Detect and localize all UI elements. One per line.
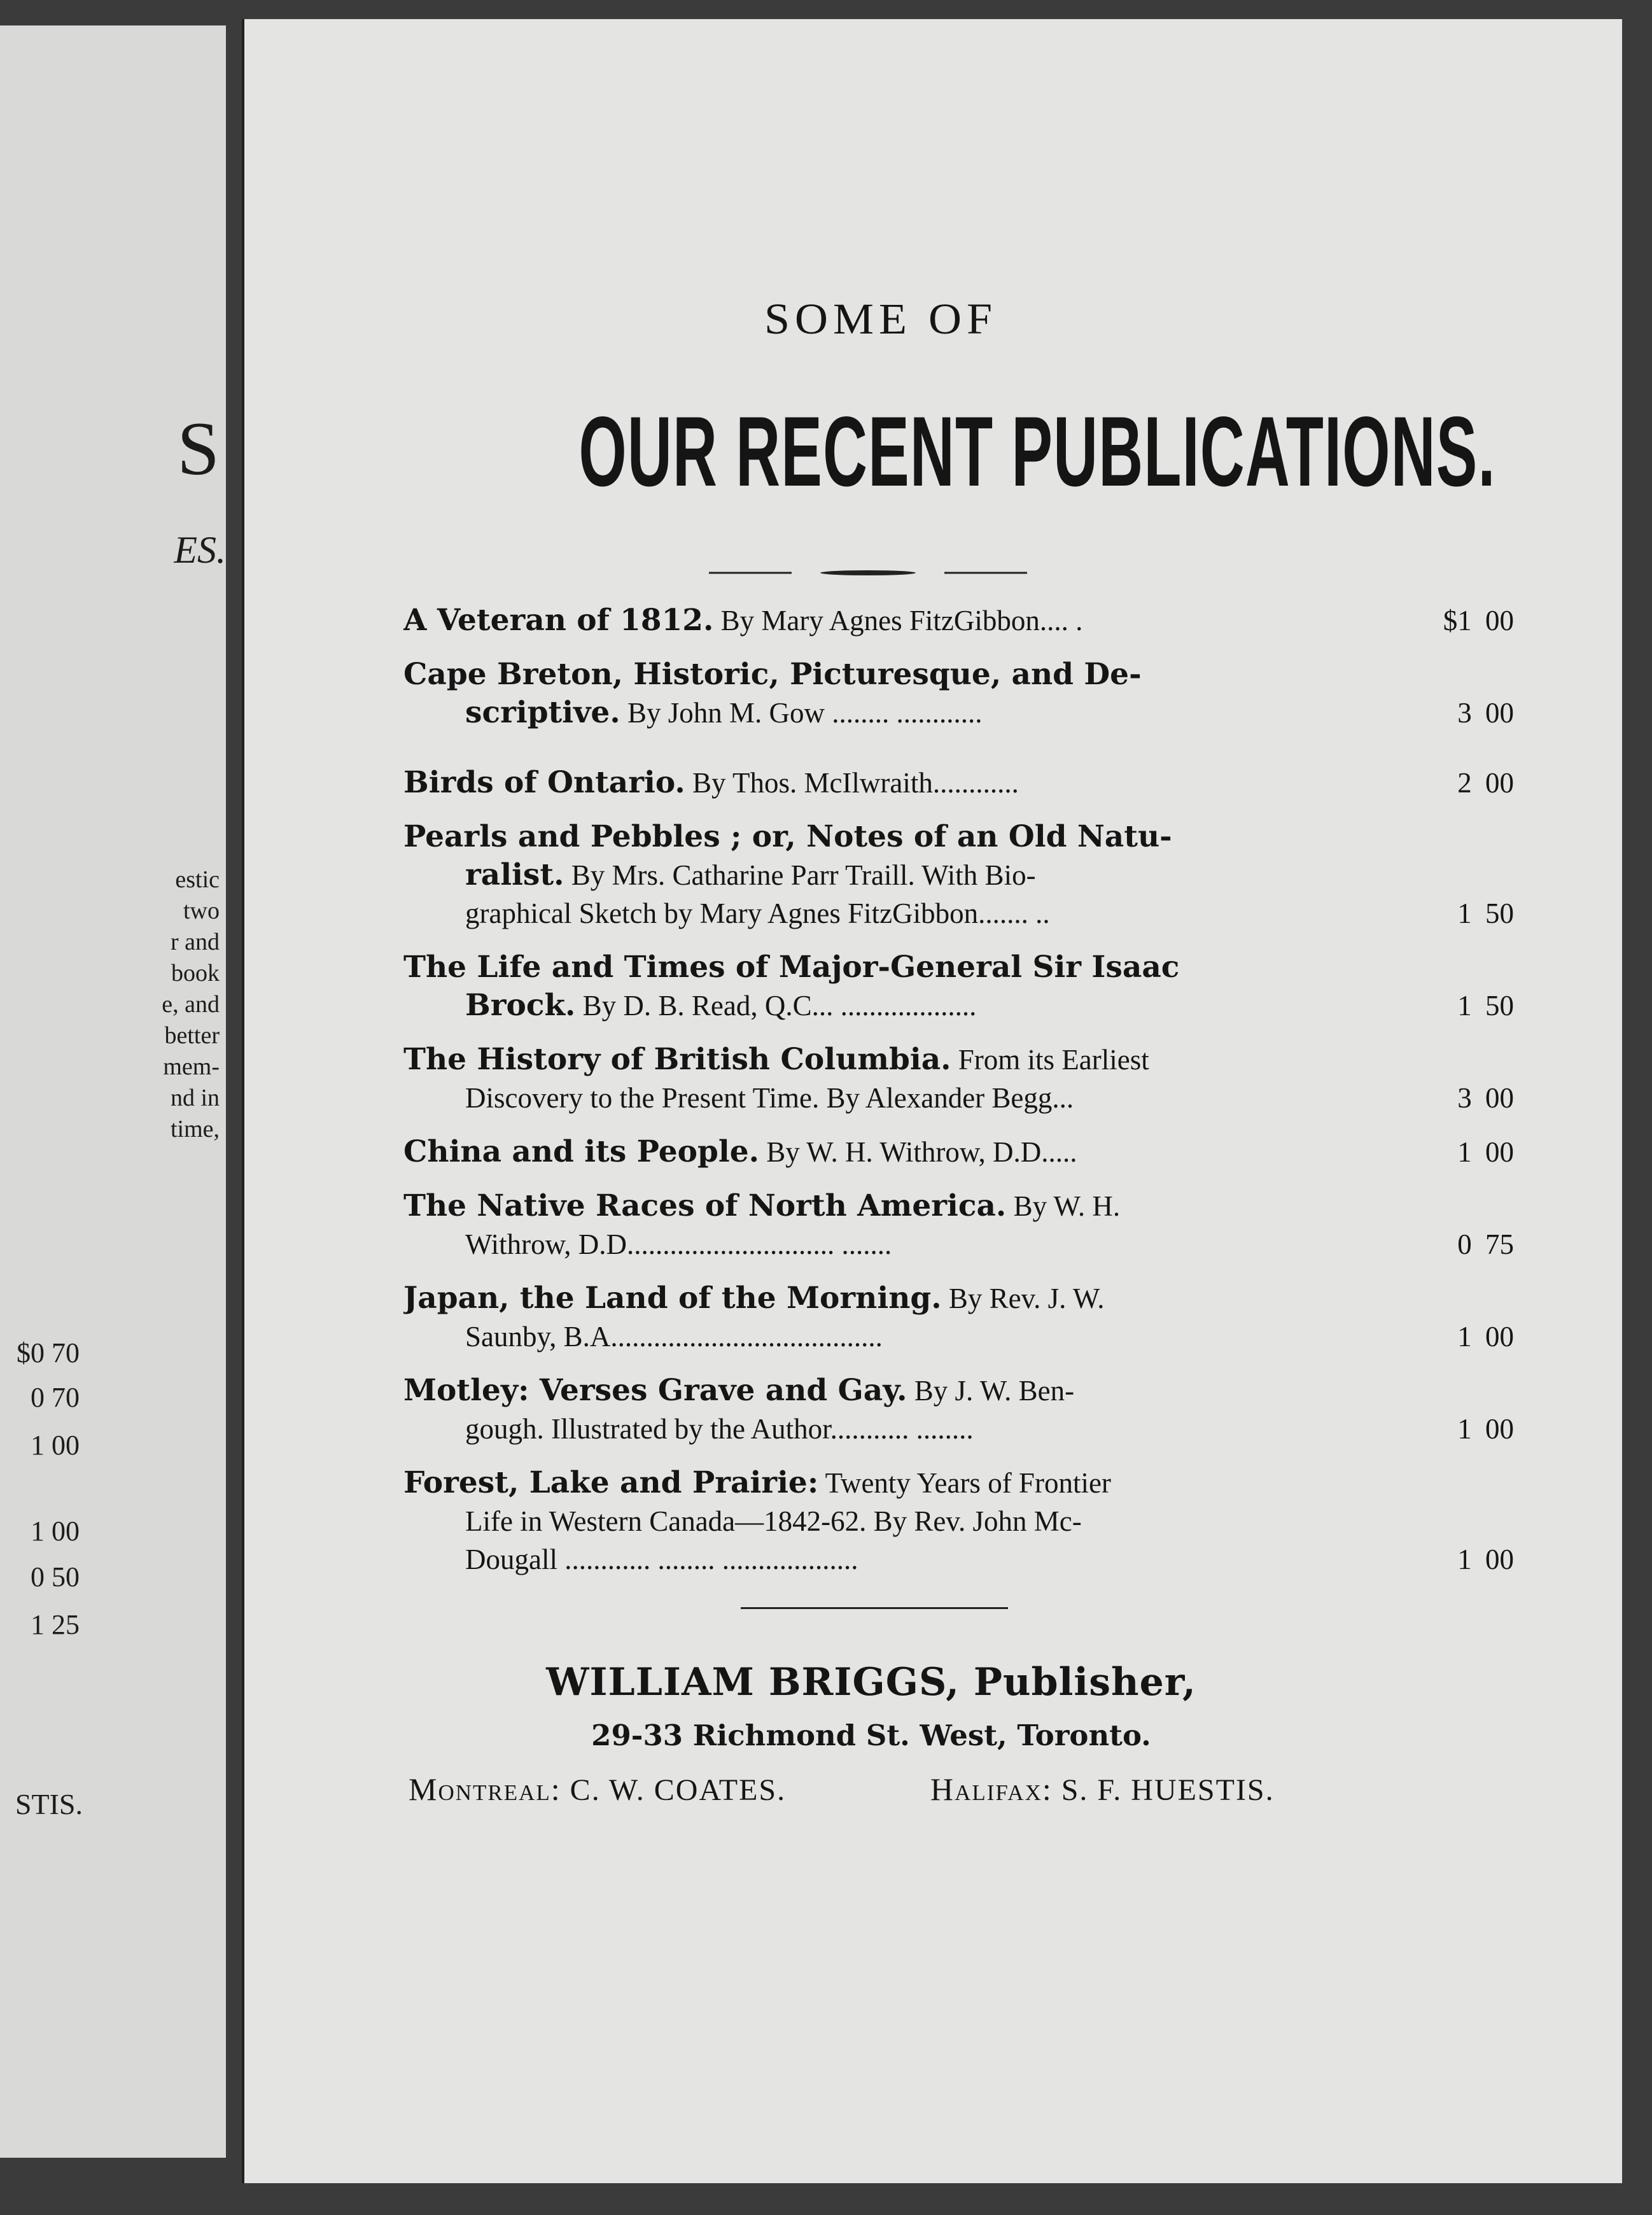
publication-details: Discovery to the Present Time. By Alexander Begg...: [465, 1082, 1074, 1114]
publication-details: By J. W. Ben-: [907, 1375, 1075, 1407]
publication-entry: [403, 656, 1514, 732]
publication-title: Forest, Lake and Prairie:: [403, 1465, 819, 1500]
publication-title: The Life and Times of Major-General Sir Isaac: [403, 950, 1180, 985]
left-page-fragment: STIS.: [15, 1788, 83, 1820]
publication-title: Japan, the Land of the Morning.: [403, 1281, 942, 1316]
header-some-of: SOME OF: [764, 295, 998, 344]
publication-entry: [403, 1041, 1514, 1117]
publication-entry: [403, 601, 1514, 640]
publication-title: China and its People.: [403, 1134, 759, 1169]
publication-details: By D. B. Read, Q.C... ...................: [575, 990, 977, 1022]
left-page-fragment: S: [177, 406, 220, 491]
left-page-price: 1 00: [31, 1430, 80, 1461]
publication-line: [403, 656, 1514, 694]
publication-line: [403, 856, 1514, 894]
publication-details: gough. Illustrated by the Author........... ........: [465, 1413, 974, 1445]
publication-details: Withrow, D.D............................. .......: [465, 1228, 892, 1260]
branch-montreal: [409, 1771, 786, 1808]
publication-line: [403, 894, 1514, 932]
publication-line: [403, 694, 1514, 732]
publication-line: [403, 764, 1514, 802]
left-page-price: 1 25: [31, 1609, 80, 1640]
left-page-fragment: ES.: [174, 529, 226, 571]
publication-details: Dougall ............ ........ ...................: [465, 1543, 858, 1575]
publication-title: Motley: Verses Grave and Gay.: [403, 1373, 907, 1408]
publication-entry: [403, 1372, 1514, 1448]
left-page-fragment: r and: [170, 929, 220, 955]
publication-entry: [403, 948, 1514, 1025]
publication-line: [403, 1410, 1514, 1448]
publication-details: By Mrs. Catharine Parr Traill. With Bio-: [564, 859, 1036, 891]
publication-price: 1 00: [1457, 1543, 1514, 1575]
publication-price: 2 00: [1457, 767, 1514, 799]
left-page-fragment: better: [164, 1022, 220, 1049]
publication-line: [403, 1502, 1514, 1540]
publication-price: 3 00: [1457, 697, 1514, 729]
publications-page: [242, 19, 1622, 2183]
publication-list: [403, 19, 1514, 1610]
publication-title: The Native Races of North America.: [403, 1188, 1007, 1223]
publication-title: The History of British Columbia.: [403, 1042, 951, 1077]
branch-label: Montreal:: [409, 1771, 561, 1807]
publisher-address: 29-33 Richmond St. West, Toronto.: [591, 1719, 1151, 1752]
divider-rule: [741, 1607, 1008, 1609]
publication-title: ralist.: [465, 857, 564, 892]
publication-details: By Mary Agnes FitzGibbon.... .: [713, 605, 1083, 636]
publication-line: [403, 1318, 1514, 1356]
publication-line: [403, 1464, 1514, 1502]
publication-details: By John M. Gow ........ ............: [620, 697, 983, 729]
publication-price: 1 50: [1457, 897, 1514, 929]
publication-details: By Thos. McIlwraith............: [685, 767, 1019, 799]
publication-price: 1 00: [1457, 1136, 1514, 1168]
publication-price: $1 00: [1443, 605, 1514, 636]
publication-entry: [403, 1133, 1514, 1171]
publication-entry: [403, 818, 1514, 932]
publication-line: [403, 948, 1514, 987]
branch-agent: C. W. COATES.: [570, 1773, 787, 1807]
publication-line: [403, 1133, 1514, 1171]
publication-price: 1 00: [1457, 1413, 1514, 1445]
left-page-price: 1 00: [31, 1515, 80, 1547]
publication-price: 1 00: [1457, 1321, 1514, 1353]
publication-line: [403, 1187, 1514, 1225]
publication-line: [403, 818, 1514, 856]
publication-entry: [403, 1279, 1514, 1356]
publication-line: [403, 1372, 1514, 1410]
left-page-fragment: e, and: [162, 991, 220, 1018]
publication-details: Life in Western Canada—1842-62. By Rev. John Mc-: [465, 1505, 1082, 1537]
publication-title: A Veteran of 1812.: [403, 603, 714, 638]
left-page-fragment: book: [165, 960, 220, 987]
publication-title: Pearls and Pebbles ; or, Notes of an Old Natu-: [403, 819, 1172, 854]
publication-line: [403, 1225, 1514, 1263]
publication-title: Cape Breton, Historic, Picturesque, and De-: [403, 657, 1142, 692]
publication-line: [403, 1279, 1514, 1318]
publication-line: [403, 987, 1514, 1025]
publication-title: Brock.: [465, 988, 576, 1023]
left-page-price: 0 50: [31, 1561, 80, 1593]
publication-entry: [403, 1464, 1514, 1579]
left-page-fragment: estic: [175, 866, 220, 893]
previous-page-edge: [0, 25, 226, 2158]
left-page-fragment: time,: [170, 1116, 220, 1143]
publication-details: Saunby, B.A......................................: [465, 1321, 883, 1353]
left-page-fragment: mem-: [163, 1053, 220, 1080]
publication-price: 0 75: [1457, 1228, 1514, 1260]
publication-line: [403, 1041, 1514, 1079]
left-page-fragment: two: [177, 897, 220, 924]
publication-details: Twenty Years of Frontier: [818, 1467, 1111, 1499]
publication-price: 3 00: [1457, 1082, 1514, 1114]
publication-entry: [403, 764, 1514, 802]
publication-title: scriptive.: [465, 695, 620, 730]
publication-price: 1 50: [1457, 990, 1514, 1022]
publication-title: Birds of Ontario.: [403, 765, 685, 800]
publication-details: By W. H. Withrow, D.D.....: [759, 1136, 1077, 1168]
publisher-name: WILLIAM BRIGGS, Publisher,: [546, 1660, 1196, 1705]
publication-line: [403, 1540, 1514, 1579]
publication-line: [403, 601, 1514, 640]
branch-label: Halifax:: [930, 1771, 1053, 1807]
publication-details: By Rev. J. W.: [941, 1283, 1105, 1314]
branch-agent: S. F. HUESTIS.: [1061, 1773, 1275, 1807]
left-page-fragment: nd in: [170, 1085, 220, 1111]
branch-halifax: [930, 1771, 1275, 1808]
left-page-price: 0 70: [31, 1382, 80, 1413]
publication-entry: [403, 1187, 1514, 1263]
publication-details: By W. H.: [1006, 1190, 1121, 1222]
left-page-price: $0 70: [17, 1337, 80, 1368]
publication-details: From its Earliest: [951, 1044, 1149, 1076]
publication-details: graphical Sketch by Mary Agnes FitzGibbon....... ..: [465, 897, 1050, 929]
publication-line: [403, 1079, 1514, 1117]
header-title: OUR RECENT PUBLICATIONS.: [578, 397, 1496, 507]
